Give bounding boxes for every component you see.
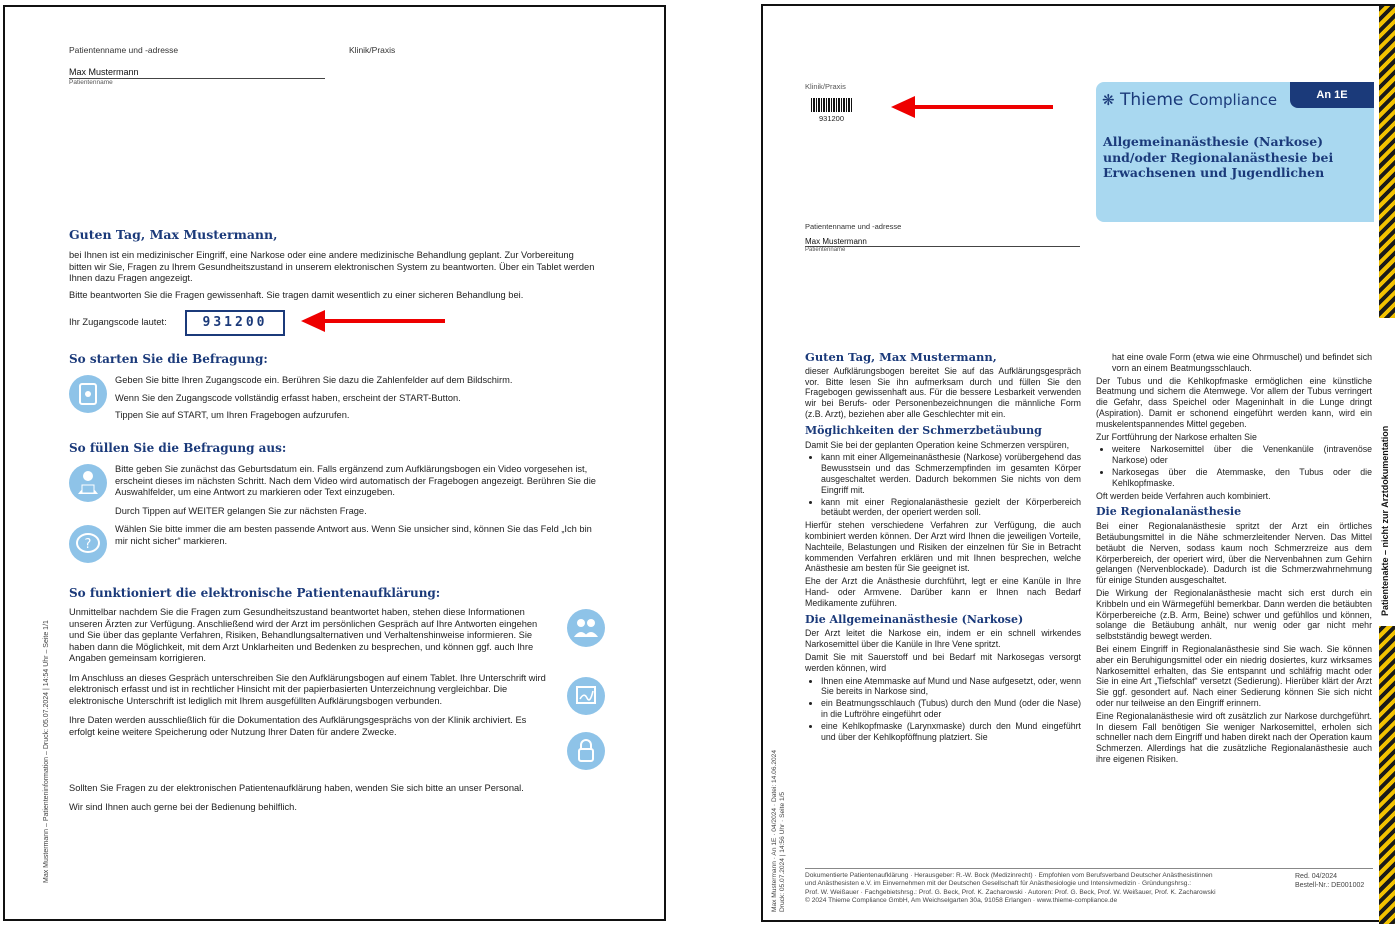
brand-subname: Compliance bbox=[1188, 91, 1278, 109]
schmerz-paragraph-1: Hierfür stehen verschiedene Verfahren zur Verfügung, die auch kombiniert werden können. Der Arzt wird Ihnen die jeweiligen Vorteile, Nachteile, Belastungen und Risiken der einzelnen für Sie in Betracht kommenden Verfahren erklären und mit Ihnen besprechen, welche Anästhesie am besten für Sie geeignet ist. bbox=[805, 520, 1081, 574]
page1-side-note: Max Mustermann – Patienteninformation – Druck: 05.07.2024 | 14:54 Uhr – Seite 1/1 bbox=[43, 620, 50, 883]
section-how-block bbox=[69, 607, 554, 743]
text-column-1 bbox=[805, 352, 1081, 744]
allg-list bbox=[805, 676, 1081, 743]
schmerz-paragraph-2: Ehe der Arzt die Anästhesie durchführt, legt er eine Kanüle in Ihre Hand- oder Armvene. Darüber kann er Ihnen nach Bedarf Medikamente zuführen. bbox=[805, 576, 1081, 608]
col2-item-2: • Narkosegas über die Atemmaske, den Tubus oder die Kehlkopfmaske. bbox=[1112, 467, 1372, 489]
footer-red: Red. 04/2024 bbox=[1295, 873, 1338, 880]
tablet-touch-icon bbox=[69, 375, 107, 413]
allg-paragraph-2: Damit Sie mit Sauerstoff und bei Bedarf mit Narkosegas versorgt werden können, wird bbox=[805, 651, 1081, 673]
side-tab bbox=[1379, 318, 1395, 626]
section-how-title: So funktioniert die elektronische Patientenaufklärung: bbox=[69, 586, 441, 600]
greeting-2: Guten Tag, Max Mustermann, bbox=[805, 350, 997, 364]
barcode bbox=[811, 98, 853, 112]
patient-name-caption: Patientenname bbox=[69, 79, 113, 86]
schmerz-list bbox=[805, 452, 1081, 518]
footer-line-2: und Anästhesisten e.V. im Einvernehmen mit der Deutschen Gesellschaft für Anästhesiologie und Intensivmedizin · Gründungshrsg.: bbox=[805, 880, 1192, 888]
page2-side-note-2: Druck: 05.07.2024 | 14:56 Uhr · Seite 1/5 bbox=[779, 791, 786, 912]
question-bubble-icon bbox=[69, 525, 107, 563]
document-title: Allgemeinanästhesie (Narkose) und/oder Regionalanästhesie bei Erwachsenen und Jugendlichen bbox=[1103, 134, 1334, 180]
red-arrow-indicator bbox=[323, 319, 445, 323]
text-column-2 bbox=[1096, 352, 1372, 767]
allg-item-1: • Ihnen eine Atemmaske auf Mund und Nase aufgesetzt, oder, wenn Sie bereits in Narkose sind, bbox=[821, 676, 1081, 698]
schmerz-item-1: • kann mit einer Allgemeinanästhesie (Narkose) vorübergehend das Bewusstsein und das Schmerzempfinden im gesamten Körper ausgeschaltet werden. Dadurch bekommen Sie nichts von dem Eingriff mit. bbox=[821, 452, 1081, 495]
section-start-title: So starten Sie die Befragung: bbox=[69, 352, 268, 366]
page2-side-note-1: Max Mustermann · An 1E · 04/2024 · Datei: 14.06.2024 bbox=[771, 749, 778, 912]
form-code-badge: An 1E bbox=[1290, 82, 1374, 108]
footer-text bbox=[805, 872, 1273, 906]
col2-item-1: • weitere Narkosemittel über die Venenkanüle (intravenöse Narkose) oder bbox=[1112, 444, 1372, 466]
fill-line-3: Wählen Sie bitte immer die am besten passende Antwort aus. Wenn Sie unsicher sind, können Sie das Feld „Ich bin mir nicht sicher“ markieren. bbox=[115, 524, 592, 546]
start-line-1: Geben Sie bitte Ihren Zugangscode ein. Berühren Sie dazu die Zahlenfelder auf dem Bildschirm. bbox=[115, 375, 513, 385]
side-tab-label: Patientenakte – nicht zur Arztdokumentation bbox=[1380, 425, 1390, 616]
intro-paragraph-1: bei Ihnen ist ein medizinischer Eingriff, eine Narkose oder eine andere medizinische Behandlung geplant. Zur Vorbereitung bitten wir Sie, Fragen zu Ihrem Gesundheitszustand in unserem elektronischen System zu beantworten. Über ein Tablet werden Ihnen dazu Fragen angezeigt. bbox=[69, 250, 595, 283]
page2-side-note bbox=[771, 750, 787, 912]
patient-name-caption-2: Patientenname bbox=[805, 247, 846, 253]
footer-edition bbox=[1295, 872, 1364, 890]
section-start-list bbox=[115, 375, 605, 427]
how-paragraph-3: Ihre Daten werden ausschließlich für die Dokumentation des Aufklärungsgesprächs von der Klinik archiviert. Es erfolgt keine weitere Speicherung oder Nutzung Ihrer Daten für andere Zwecke. bbox=[69, 715, 527, 737]
title-panel bbox=[1096, 82, 1374, 222]
allg-item-2: • ein Beatmungsschlauch (Tubus) durch den Mund (oder die Nase) in die Luftröhre eingeführt oder bbox=[821, 698, 1081, 720]
reg-paragraph-3: Bei einem Eingriff in Regionalanästhesie sind Sie wach. Sie können aber ein Beruhigungsmittel oder ein niedrig dosiertes, kurz wirksames Narkosemittel erhalten, das Sie entspannt und schläfrig macht oder Sie in eine Art „Tiefschlaf“ versetzt (Sedierung). Hierüber klärt der Arzt Sie ggf. gesondert auf. Nach einer Sedierung können Sie sich nicht oder nur teilweise an den Eingriff erinnern. bbox=[1096, 643, 1372, 708]
start-line-3: Tippen Sie auf START, um Ihren Fragebogen aufzurufen. bbox=[115, 410, 350, 420]
lock-icon bbox=[567, 732, 605, 770]
clinic-label: Klinik/Praxis bbox=[349, 45, 396, 55]
footer-line-1: Dokumentierte Patientenaufklärung · Herausgeber: R.-W. Bock (Medizinrecht) · Empfohlen vom Berufsverband Deutscher Anästhesistinnen bbox=[805, 872, 1213, 879]
closing-line-2: Wir sind Ihnen auch gerne bei der Bedienung behilflich. bbox=[69, 801, 297, 812]
start-line-2: Wenn Sie den Zugangscode vollständig erfasst haben, erscheint der START-Button. bbox=[115, 392, 461, 403]
allg-paragraph-1: Der Arzt leitet die Narkose ein, indem er ein schnell wirkendes Narkosemittel über die Kanüle in Ihre Vene spritzt. bbox=[805, 628, 1081, 650]
signature-tablet-icon bbox=[567, 677, 605, 715]
section-fill-list bbox=[115, 464, 605, 552]
reg-paragraph-2: Die Wirkung der Regionalanästhesie macht sich erst durch ein Kribbeln und ein Wärmegefühl bemerkbar. Dann werden die betäubten Körperbereiche (z.B. Arm, Beine) schwer und gefühllos und können, solange die Betäubung anhält, nur wenig oder gar nicht mehr selbstständig bewegt werden. bbox=[1096, 587, 1372, 642]
patient-name-2: Max Mustermann bbox=[805, 237, 867, 246]
consent-form-page bbox=[761, 4, 1395, 922]
footer-line-3: Prof. W. Weißauer · Fachgebietshrsg.: Prof. G. Beck, Prof. K. Zacharowski · Autoren: Prof. G. Beck, Prof. W. Weißauer, Prof. K. Zacharowski bbox=[805, 888, 1216, 896]
access-code-label: Ihr Zugangscode lautet: bbox=[69, 317, 167, 327]
patient-address-label: Patientenname und -adresse bbox=[69, 45, 179, 55]
col2-list bbox=[1096, 444, 1372, 488]
how-paragraph-2: Im Anschluss an dieses Gespräch unterschreiben Sie den Aufklärungsbogen auf einem Tablet. Ihre Unterschrift wird elektronisch erfasst und ist in rechtlicher Hinsicht mit der papierbasierten Unterzeichnung vergleichbar. Die elektronische Unterschrift ist lediglich mit Ihrem ausgefüllten Aufklärungsbogen verbunden. bbox=[69, 672, 546, 706]
access-code-box: 931200 bbox=[185, 310, 285, 336]
intro-block bbox=[69, 250, 599, 306]
section-fill-title: So füllen Sie die Befragung aus: bbox=[69, 441, 287, 455]
people-icon bbox=[567, 609, 605, 647]
reg-paragraph-4: Eine Regionalanästhesie wird oft zusätzlich zur Narkose durchgeführt. In diesem Fall benötigen Sie weniger Narkosemittel, erholen sich schneller nach dem Eingriff und haben direkt nach der Operation kaum Schmerzen. Allerdings hat die zusätzliche Regionalanästhesie auch ihre eigenen Risiken. bbox=[1096, 710, 1372, 764]
footer-order-number: Bestell-Nr.: DE001002 bbox=[1295, 882, 1365, 889]
schmerz-item-2: • kann mit einer Regionalanästhesie gezielt der Körperbereich betäubt werden, der operiert werden soll. bbox=[821, 497, 1081, 519]
schmerz-intro: Damit Sie bei der geplanten Operation keine Schmerzen verspüren, bbox=[805, 439, 1070, 450]
red-arrow-indicator-2 bbox=[913, 105, 1053, 109]
allg-item-3: • eine Kehlkopfmaske (Larynxmaske) durch den Mund eingeführt und über der Kehlkopföffnung platziert. Sie bbox=[821, 721, 1081, 743]
heading-allgemeinanaesthesie: Die Allgemeinanästhesie (Narkose) bbox=[805, 612, 1024, 626]
how-paragraph-1: Unmittelbar nachdem Sie die Fragen zum Gesundheitszustand beantwortet haben, stehen diese Informationen unseren Ärzten zur Verfügung. Anschließend wird der Arzt im persönlichen Gespräch auf Ihre Antworten eingehen und Sie über das geplante Verfahren, Risiken, Behandlungsalternativen und Verhaltenshinweise informieren. Sie haben dann die Möglichkeit, mit dem Arzt Unklarheiten und Bedenken zu besprechen, und können ggf. auch Ihre Angaben gemeinsam korrigieren. bbox=[69, 607, 538, 663]
svg-text:?: ? bbox=[84, 537, 92, 552]
brand-logo bbox=[1102, 90, 1277, 110]
col2-paragraph-1: hat eine ovale Form (etwa wie eine Ohrmuschel) und befindet sich vorn an einem Beatmungsschlauch. bbox=[1112, 352, 1372, 373]
heading-schmerzbetaeubung: Möglichkeiten der Schmerzbetäubung bbox=[805, 423, 1042, 437]
clinic-label-2: Klinik/Praxis bbox=[805, 82, 846, 91]
reg-paragraph-1: Bei einer Regionalanästhesie spritzt der Arzt ein örtliches Betäubungsmittel in die Nähe schmerzleitender Nerven. Das Mittel betäubt die Nerven, sodass kaum noch Schmerzreize aus dem Körperbereich, der operiert wird, über die Nervenbahnen zum Gehirn gelangen (Nervenblockade). Dadurch ist die Schmerzwahrnehmung für einige Stunden ausgeschaltet. bbox=[1096, 521, 1372, 586]
greeting: Guten Tag, Max Mustermann, bbox=[69, 227, 278, 242]
closing-line-1: Sollten Sie Fragen zu der elektronischen Patientenaufklärung haben, wenden Sie sich bitte an unser Personal. bbox=[69, 783, 524, 793]
closing-block bbox=[69, 783, 609, 818]
intro-paragraph-2: Bitte beantworten Sie die Fragen gewissenhaft. Sie tragen damit wesentlich zu einer sicheren Behandlung bei. bbox=[69, 289, 524, 300]
name-underline-2 bbox=[805, 246, 1080, 247]
brand-name: Thieme bbox=[1119, 90, 1184, 110]
heading-regionalanaesthesie: Die Regionalanästhesie bbox=[1096, 505, 1242, 519]
patient-information-page bbox=[3, 5, 666, 921]
patient-name: Max Mustermann bbox=[69, 67, 139, 77]
thieme-emblem-icon: ❋ bbox=[1102, 91, 1115, 109]
fill-line-1: Bitte geben Sie zunächst das Geburtsdatum ein. Falls ergänzend zum Aufklärungsbogen ein Video vorgesehen ist, erscheint dieses im nächsten Schritt. Nach dem Video wird automatisch der Fragebogen angezeigt. Berühren Sie die Auswahlfelder, um eine Antwort zu markieren oder Text einzugeben. bbox=[115, 464, 596, 497]
fill-line-2: Durch Tippen auf WEITER gelangen Sie zur nächsten Frage. bbox=[115, 505, 367, 516]
col2-paragraph-3: Zur Fortführung der Narkose erhalten Sie bbox=[1096, 431, 1257, 442]
footer-line-4: © 2024 Thieme Compliance GmbH, Am Weichselgarten 30a, 91058 Erlangen · www.thieme-compliance.de bbox=[805, 897, 1118, 905]
col2-paragraph-2: Der Tubus und die Kehlkopfmaske ermöglichen eine künstliche Beatmung und sichern die Atemwege. Vor allem der Tubus verringert die Gefahr, dass Speichel oder Mageninhalt in die Lunge dringt (Aspiration). Damit er schonend eingeführt werden kann, wird ein muskelentspannendes Mittel gegeben. bbox=[1096, 375, 1372, 429]
barcode-number: 931200 bbox=[819, 114, 845, 123]
col1-intro: dieser Aufklärungsbogen bereitet Sie auf das Aufklärungsgespräch vor. Bitte lesen Sie ihn aufmerksam durch und füllen Sie den Fragebogen gewissenhaft aus. Für die bessere Lesbarkeit verwenden wir bei Berufs- oder Personenbezeichnungen die männliche Form (z.B. Arzt), beziehen aber alle Geschlechter mit ein. bbox=[805, 365, 1081, 419]
patient-address-label-2: Patientenname und -adresse bbox=[805, 222, 902, 231]
person-tablet-icon bbox=[69, 464, 107, 502]
footer-divider bbox=[805, 868, 1373, 869]
col2-paragraph-4: Oft werden beide Verfahren auch kombiniert. bbox=[1096, 490, 1271, 501]
